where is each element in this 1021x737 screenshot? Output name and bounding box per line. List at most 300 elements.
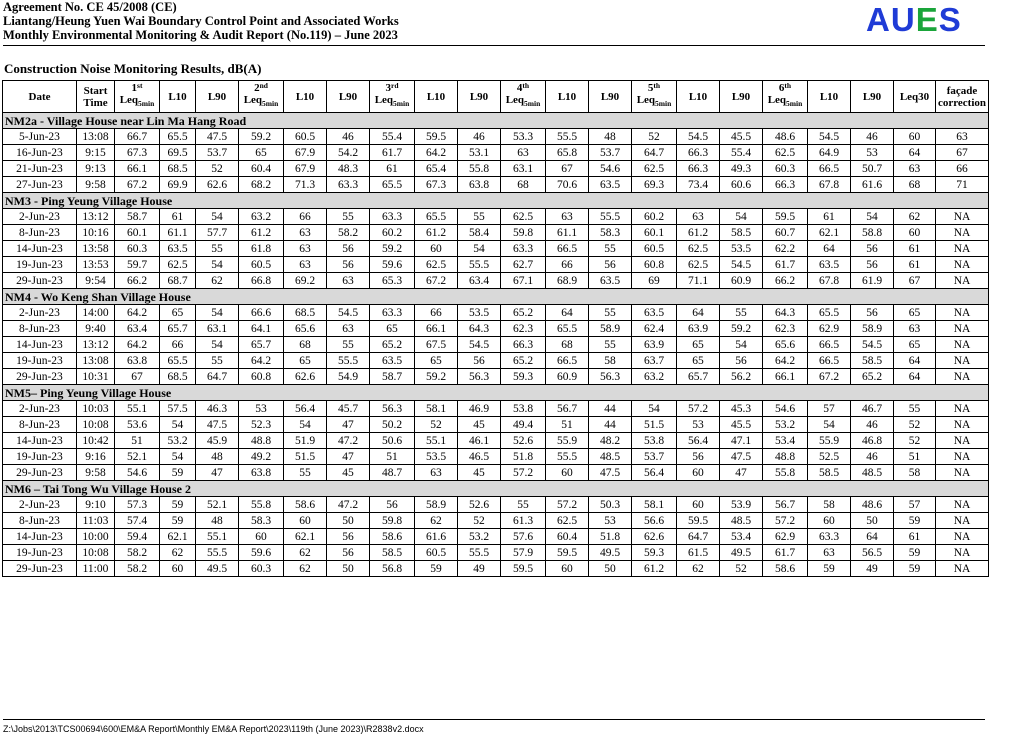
col-l90-6: L90 — [851, 81, 894, 113]
value-cell: 52 — [894, 417, 936, 433]
value-cell: 55 — [196, 241, 239, 257]
value-cell: 59 — [415, 561, 458, 577]
value-cell: 59.8 — [370, 513, 415, 529]
value-cell: 62.6 — [632, 529, 677, 545]
value-cell: 69.2 — [284, 273, 327, 289]
time-cell: 10:03 — [77, 401, 115, 417]
value-cell: 56 — [677, 449, 720, 465]
value-cell: 55.5 — [327, 353, 370, 369]
value-cell: 50 — [589, 561, 632, 577]
value-cell: 50.2 — [370, 417, 415, 433]
value-cell: 66.3 — [677, 161, 720, 177]
value-cell: 63.5 — [808, 257, 851, 273]
value-cell: 60.9 — [720, 273, 763, 289]
value-cell: 60 — [239, 529, 284, 545]
value-cell: 63 — [677, 209, 720, 225]
value-cell: 46.7 — [851, 401, 894, 417]
value-cell: 58.1 — [415, 401, 458, 417]
date-cell: 19-Jun-23 — [3, 545, 77, 561]
value-cell: 68 — [546, 337, 589, 353]
report-title: Monthly Environmental Monitoring & Audit Report (No.119) – June 2023 — [3, 28, 398, 43]
value-cell: 51.5 — [284, 449, 327, 465]
value-cell: 48.6 — [763, 129, 808, 145]
value-cell: 60 — [284, 513, 327, 529]
table-row — [3, 353, 989, 369]
value-cell: 63 — [284, 257, 327, 273]
value-cell: 54 — [284, 417, 327, 433]
value-cell: 62.5 — [415, 257, 458, 273]
value-cell: 56 — [327, 257, 370, 273]
value-cell: 65.2 — [501, 353, 546, 369]
value-cell: 66 — [284, 209, 327, 225]
value-cell: 66.2 — [115, 273, 160, 289]
value-cell: 58.9 — [589, 321, 632, 337]
station-name: NM6 – Tai Tong Wu Village House 2 — [3, 481, 989, 497]
value-cell: 60.3 — [763, 161, 808, 177]
value-cell: 52.3 — [239, 417, 284, 433]
logo-letter-e: E — [915, 1, 939, 38]
time-cell: 9:58 — [77, 465, 115, 481]
value-cell: 67.1 — [501, 273, 546, 289]
value-cell: 62.5 — [677, 241, 720, 257]
value-cell: 60 — [546, 561, 589, 577]
station-name: NM2a - Village House near Lin Ma Hang Road — [3, 113, 989, 129]
value-cell: 66.3 — [763, 177, 808, 193]
col-leq-5: 5th Leq$_{5min}$ — [632, 81, 677, 113]
value-cell: 67 — [894, 273, 936, 289]
value-cell: 66 — [415, 305, 458, 321]
date-cell: 19-Jun-23 — [3, 353, 77, 369]
value-cell: 53.7 — [589, 145, 632, 161]
value-cell: 65.5 — [808, 305, 851, 321]
logo-letter-a: A — [866, 1, 891, 38]
value-cell: 56 — [851, 257, 894, 273]
value-cell: 56.3 — [370, 401, 415, 417]
logo-letter-s: S — [938, 1, 962, 38]
col-l90-3: L90 — [458, 81, 501, 113]
value-cell: 53 — [851, 145, 894, 161]
value-cell: 59 — [894, 513, 936, 529]
value-cell: 58 — [589, 353, 632, 369]
value-cell: NA — [936, 369, 989, 385]
value-cell: 45 — [458, 465, 501, 481]
value-cell: 58.7 — [370, 369, 415, 385]
value-cell: 65.5 — [160, 353, 196, 369]
value-cell: 46.8 — [851, 433, 894, 449]
file-path-footer: Z:\Jobs\2013\TCS00694\600\EM&A Report\Monthly EM&A Report\2023\119th (June 2023)\R2838v2.docx — [3, 724, 424, 734]
value-cell: 60.7 — [763, 225, 808, 241]
value-cell: 63 — [415, 465, 458, 481]
value-cell: 68.5 — [284, 305, 327, 321]
value-cell: 44 — [589, 401, 632, 417]
time-cell: 10:42 — [77, 433, 115, 449]
value-cell: 49 — [851, 561, 894, 577]
table-row — [3, 305, 989, 321]
value-cell: 59.5 — [763, 209, 808, 225]
value-cell: 47.1 — [720, 433, 763, 449]
value-cell: 65.8 — [546, 145, 589, 161]
value-cell: 52.6 — [501, 433, 546, 449]
value-cell: 63.9 — [677, 321, 720, 337]
value-cell: 47.5 — [589, 465, 632, 481]
station-name: NM3 - Ping Yeung Village House — [3, 193, 989, 209]
value-cell: 62.5 — [160, 257, 196, 273]
value-cell: 59.2 — [720, 321, 763, 337]
table-row — [3, 209, 989, 225]
value-cell: 61.7 — [763, 257, 808, 273]
value-cell: 63 — [284, 241, 327, 257]
date-cell: 29-Jun-23 — [3, 465, 77, 481]
value-cell: 55 — [327, 209, 370, 225]
value-cell: 59 — [894, 545, 936, 561]
value-cell: 65.2 — [370, 337, 415, 353]
col-leq-4: 4th Leq$_{5min}$ — [501, 81, 546, 113]
value-cell: 47.5 — [196, 129, 239, 145]
value-cell: 55 — [458, 209, 501, 225]
value-cell: 62.5 — [546, 513, 589, 529]
value-cell: 64.2 — [415, 145, 458, 161]
value-cell: 53.3 — [501, 129, 546, 145]
value-cell: 64.3 — [763, 305, 808, 321]
value-cell: 53.2 — [160, 433, 196, 449]
date-cell: 14-Jun-23 — [3, 433, 77, 449]
value-cell: 56.7 — [763, 497, 808, 513]
value-cell: 58.9 — [851, 321, 894, 337]
value-cell: 57.4 — [115, 513, 160, 529]
date-cell: 29-Jun-23 — [3, 369, 77, 385]
col-l10-6: L10 — [808, 81, 851, 113]
col-l90-5: L90 — [720, 81, 763, 113]
value-cell: 64 — [894, 353, 936, 369]
value-cell: 63 — [936, 129, 989, 145]
table-row — [3, 545, 989, 561]
value-cell: 57 — [808, 401, 851, 417]
value-cell: 62.5 — [632, 161, 677, 177]
value-cell: 45 — [458, 417, 501, 433]
value-cell: 56 — [370, 497, 415, 513]
value-cell: 52 — [894, 433, 936, 449]
value-cell: 54 — [196, 305, 239, 321]
agreement-number: Agreement No. CE 45/2008 (CE) — [3, 0, 177, 14]
date-cell: 8-Jun-23 — [3, 513, 77, 529]
noise-results-table — [2, 80, 989, 577]
value-cell: 57.2 — [677, 401, 720, 417]
value-cell: 49.5 — [196, 561, 239, 577]
value-cell: 60.3 — [115, 241, 160, 257]
value-cell: 47.2 — [327, 433, 370, 449]
value-cell: 63.7 — [632, 353, 677, 369]
value-cell: 54 — [808, 417, 851, 433]
value-cell: 65 — [894, 305, 936, 321]
value-cell: 47 — [327, 449, 370, 465]
value-cell: 62.2 — [763, 241, 808, 257]
value-cell: 58.5 — [851, 353, 894, 369]
value-cell: 62 — [160, 545, 196, 561]
date-cell: 29-Jun-23 — [3, 273, 77, 289]
value-cell: 63.4 — [115, 321, 160, 337]
value-cell: 63.2 — [632, 369, 677, 385]
value-cell: 48.5 — [589, 449, 632, 465]
value-cell: 53.5 — [458, 305, 501, 321]
value-cell: 67.8 — [808, 273, 851, 289]
value-cell: 52 — [196, 161, 239, 177]
value-cell: 58.8 — [851, 225, 894, 241]
value-cell: 47 — [196, 465, 239, 481]
value-cell: 65.4 — [415, 161, 458, 177]
col-leq30: Leq30 — [894, 81, 936, 113]
value-cell: 63.5 — [589, 177, 632, 193]
value-cell: 48.8 — [239, 433, 284, 449]
value-cell: 66.1 — [415, 321, 458, 337]
value-cell: NA — [936, 417, 989, 433]
date-cell: 14-Jun-23 — [3, 337, 77, 353]
value-cell: 63 — [894, 321, 936, 337]
value-cell: 60.5 — [239, 257, 284, 273]
value-cell: 45.5 — [720, 129, 763, 145]
value-cell: 60.2 — [632, 209, 677, 225]
value-cell: 58.9 — [415, 497, 458, 513]
value-cell: 56.5 — [851, 545, 894, 561]
value-cell: 48 — [196, 449, 239, 465]
value-cell: 63 — [327, 273, 370, 289]
table-row — [3, 465, 989, 481]
value-cell: 46 — [327, 129, 370, 145]
value-cell: 61.6 — [851, 177, 894, 193]
value-cell: NA — [936, 321, 989, 337]
value-cell: 55.8 — [458, 161, 501, 177]
value-cell: 60.8 — [632, 257, 677, 273]
value-cell: 60.1 — [115, 225, 160, 241]
value-cell: 62.4 — [632, 321, 677, 337]
value-cell: 51 — [894, 449, 936, 465]
value-cell: 60.3 — [239, 561, 284, 577]
value-cell: 56.3 — [589, 369, 632, 385]
value-cell: 62.6 — [284, 369, 327, 385]
value-cell: 62 — [284, 561, 327, 577]
time-cell: 10:00 — [77, 529, 115, 545]
value-cell: 55.5 — [458, 545, 501, 561]
value-cell: 56.6 — [632, 513, 677, 529]
value-cell: 57.2 — [763, 513, 808, 529]
value-cell: 64.2 — [763, 353, 808, 369]
value-cell: 66.5 — [808, 161, 851, 177]
value-cell: 51.9 — [284, 433, 327, 449]
value-cell: 54 — [458, 241, 501, 257]
value-cell: 55.1 — [415, 433, 458, 449]
date-cell: 2-Jun-23 — [3, 401, 77, 417]
value-cell: 45.7 — [327, 401, 370, 417]
value-cell: 60.4 — [546, 529, 589, 545]
value-cell: 54.5 — [808, 129, 851, 145]
value-cell: 55.5 — [546, 129, 589, 145]
value-cell: 54 — [160, 417, 196, 433]
value-cell: 48.3 — [327, 161, 370, 177]
date-cell: 19-Jun-23 — [3, 449, 77, 465]
station-group-row — [3, 289, 989, 305]
value-cell: 56.8 — [370, 561, 415, 577]
value-cell: 46 — [458, 129, 501, 145]
time-cell: 13:53 — [77, 257, 115, 273]
value-cell: 56.7 — [546, 401, 589, 417]
value-cell: 57 — [894, 497, 936, 513]
value-cell: 61.5 — [677, 545, 720, 561]
value-cell: 53.5 — [415, 449, 458, 465]
value-cell: 49.5 — [720, 545, 763, 561]
value-cell: 54.6 — [589, 161, 632, 177]
value-cell: 66.6 — [239, 305, 284, 321]
value-cell: 65.2 — [501, 305, 546, 321]
value-cell: 64 — [851, 529, 894, 545]
value-cell: 60.1 — [632, 225, 677, 241]
value-cell: 48.8 — [763, 449, 808, 465]
value-cell: 63.2 — [239, 209, 284, 225]
col-leq-3: 3rd Leq$_{5min}$ — [370, 81, 415, 113]
value-cell: 53.4 — [763, 433, 808, 449]
table-row — [3, 129, 989, 145]
value-cell: 62.9 — [763, 529, 808, 545]
value-cell: 65 — [370, 321, 415, 337]
value-cell: 55.5 — [196, 545, 239, 561]
value-cell: 49.3 — [720, 161, 763, 177]
value-cell: 55.4 — [720, 145, 763, 161]
value-cell: 65.5 — [370, 177, 415, 193]
value-cell: 55 — [327, 337, 370, 353]
value-cell: 53.6 — [115, 417, 160, 433]
col-leq-1: 1st Leq$_{5min}$ — [115, 81, 160, 113]
value-cell: 67 — [115, 369, 160, 385]
value-cell: 54 — [196, 209, 239, 225]
date-cell: 14-Jun-23 — [3, 529, 77, 545]
value-cell: 64.9 — [808, 145, 851, 161]
value-cell: 61.1 — [546, 225, 589, 241]
value-cell: 62.5 — [501, 209, 546, 225]
value-cell: 58.2 — [115, 545, 160, 561]
station-group-row — [3, 113, 989, 129]
date-cell: 2-Jun-23 — [3, 209, 77, 225]
value-cell: 65 — [677, 337, 720, 353]
value-cell: 51 — [370, 449, 415, 465]
value-cell: 64 — [894, 145, 936, 161]
value-cell: 60.4 — [239, 161, 284, 177]
value-cell: 55.1 — [196, 529, 239, 545]
value-cell: 60.8 — [239, 369, 284, 385]
value-cell: 54.9 — [327, 369, 370, 385]
col-l90-4: L90 — [589, 81, 632, 113]
value-cell: 60.5 — [284, 129, 327, 145]
value-cell: NA — [936, 401, 989, 417]
value-cell: 47.5 — [720, 449, 763, 465]
value-cell: 59.3 — [632, 545, 677, 561]
value-cell: 60 — [677, 497, 720, 513]
value-cell: 62 — [284, 545, 327, 561]
value-cell: 55.9 — [546, 433, 589, 449]
table-row — [3, 161, 989, 177]
value-cell: NA — [936, 337, 989, 353]
logo-letter-u: U — [890, 1, 916, 38]
date-cell: 14-Jun-23 — [3, 241, 77, 257]
value-cell: NA — [936, 353, 989, 369]
value-cell: 54 — [196, 257, 239, 273]
value-cell: 55 — [284, 465, 327, 481]
value-cell: 54.5 — [458, 337, 501, 353]
table-row — [3, 337, 989, 353]
table-row — [3, 321, 989, 337]
time-cell: 9:54 — [77, 273, 115, 289]
value-cell: 58.3 — [589, 225, 632, 241]
value-cell: 46 — [851, 417, 894, 433]
value-cell: 65.2 — [851, 369, 894, 385]
value-cell: 50 — [851, 513, 894, 529]
value-cell: 55 — [196, 353, 239, 369]
value-cell: 63.1 — [196, 321, 239, 337]
footer-rule — [3, 719, 985, 720]
value-cell: 59.5 — [546, 545, 589, 561]
value-cell: 66.5 — [546, 241, 589, 257]
value-cell: 46.9 — [458, 401, 501, 417]
value-cell: 54 — [196, 337, 239, 353]
value-cell: 59.8 — [501, 225, 546, 241]
value-cell: 60.6 — [720, 177, 763, 193]
value-cell: 49.2 — [239, 449, 284, 465]
value-cell: 57.7 — [196, 225, 239, 241]
value-cell: 66.1 — [763, 369, 808, 385]
value-cell: 65.5 — [160, 129, 196, 145]
value-cell: 71.1 — [677, 273, 720, 289]
value-cell: 63.9 — [632, 337, 677, 353]
value-cell: 67 — [936, 145, 989, 161]
value-cell: 71 — [936, 177, 989, 193]
value-cell: 61 — [894, 529, 936, 545]
time-cell: 9:15 — [77, 145, 115, 161]
value-cell: 55.8 — [763, 465, 808, 481]
value-cell: 49 — [458, 561, 501, 577]
value-cell: 58.2 — [115, 561, 160, 577]
value-cell: 63.5 — [589, 273, 632, 289]
value-cell: 58.5 — [370, 545, 415, 561]
table-row — [3, 497, 989, 513]
value-cell: 55 — [894, 401, 936, 417]
value-cell: 59 — [160, 465, 196, 481]
header-rule — [3, 45, 985, 46]
col-date: Date — [3, 81, 77, 113]
table-header-row — [3, 81, 989, 113]
value-cell: 59.5 — [677, 513, 720, 529]
value-cell: NA — [936, 305, 989, 321]
value-cell: 59 — [894, 561, 936, 577]
table-row — [3, 177, 989, 193]
value-cell: 55 — [589, 241, 632, 257]
value-cell: 61.2 — [415, 225, 458, 241]
time-cell: 13:12 — [77, 209, 115, 225]
value-cell: 48.7 — [370, 465, 415, 481]
date-cell: 29-Jun-23 — [3, 561, 77, 577]
table-row — [3, 401, 989, 417]
table-row — [3, 433, 989, 449]
value-cell: 57.6 — [501, 529, 546, 545]
value-cell: 56 — [720, 353, 763, 369]
value-cell: 65.5 — [415, 209, 458, 225]
value-cell: 53.9 — [720, 497, 763, 513]
value-cell: 65.5 — [546, 321, 589, 337]
value-cell: 61.9 — [851, 273, 894, 289]
value-cell: 63.5 — [632, 305, 677, 321]
value-cell: 62 — [415, 513, 458, 529]
value-cell: 59.2 — [415, 369, 458, 385]
col-l10-2: L10 — [284, 81, 327, 113]
value-cell: NA — [936, 545, 989, 561]
value-cell: 66 — [936, 161, 989, 177]
value-cell: 53.8 — [501, 401, 546, 417]
